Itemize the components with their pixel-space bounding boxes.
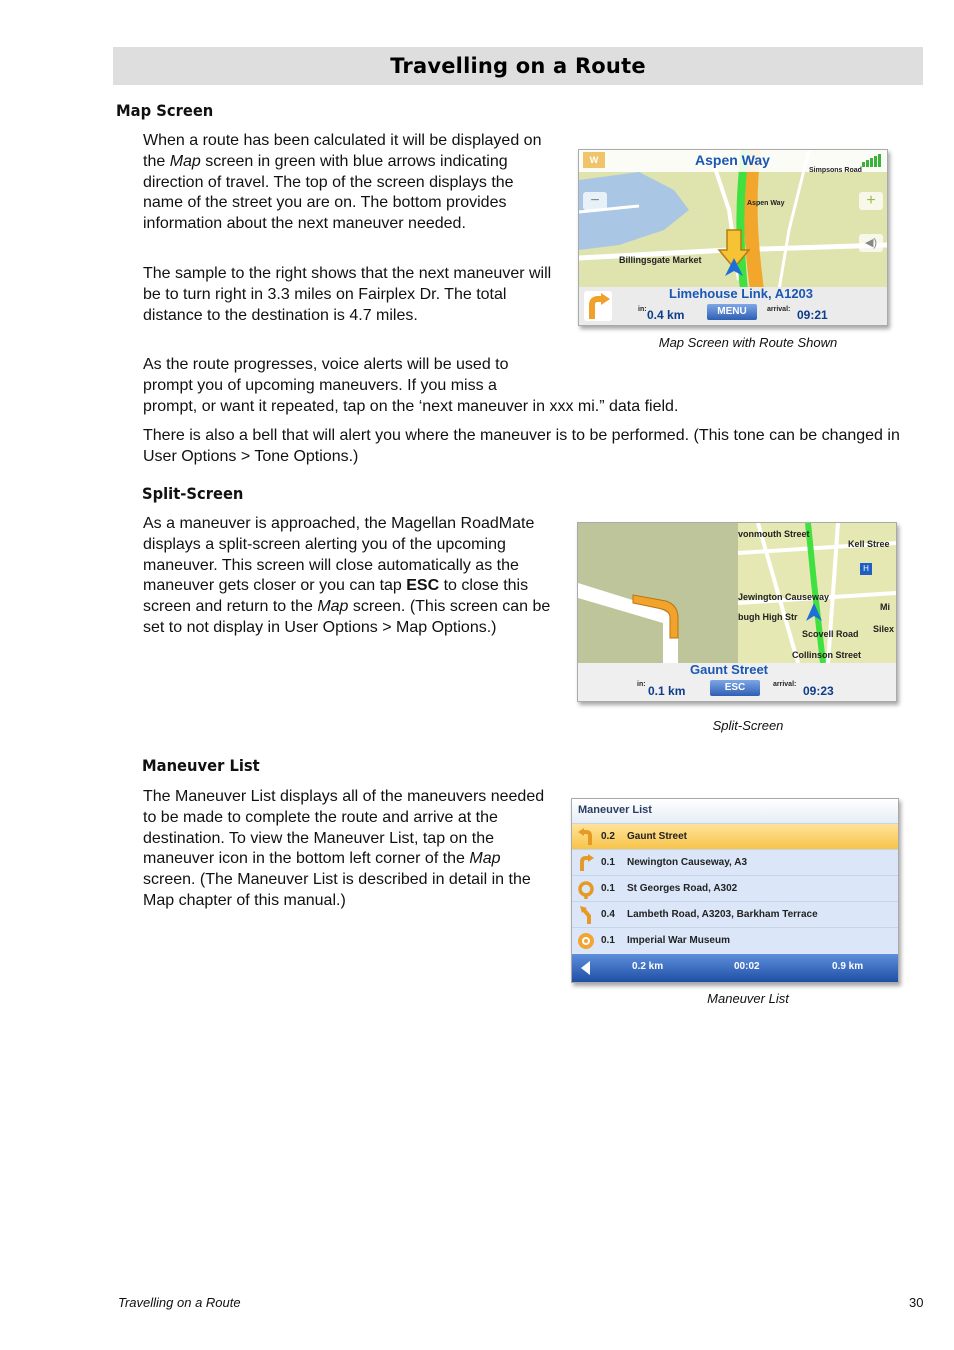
maneuver-list-image <box>571 798 899 983</box>
menu-button[interactable]: MENU <box>707 304 757 320</box>
list-header <box>572 799 898 823</box>
list-item[interactable] <box>572 927 898 953</box>
text-run: When a route has been calculated it will be displayed on the <box>143 132 542 170</box>
next-street: Gaunt Street <box>690 662 769 677</box>
text-run: screen in green with blue arrows indicating direction of travel. The top of the screen displays the name of the street you are on. The bottom provides information about the next maneuver needed. <box>143 152 514 233</box>
map-label-newington: Jewington Causeway <box>738 592 830 602</box>
bear-left-icon <box>575 904 597 926</box>
emphasis-map: Map <box>469 850 501 868</box>
distance-to-maneuver[interactable]: 0.1 km <box>648 684 686 698</box>
back-arrow-icon[interactable] <box>578 960 594 976</box>
footer-section-title: Travelling on a Route <box>118 1295 241 1310</box>
arrival-time: 09:23 <box>803 684 834 698</box>
section-heading-split-screen: Split-Screen <box>142 484 244 503</box>
map-screen-paragraph-3 <box>143 355 903 417</box>
section-heading-map-screen: Map Screen <box>116 101 214 120</box>
map-label-borough: bugh High Str <box>738 612 798 622</box>
emphasis-map: Map <box>169 152 201 170</box>
turn-left-icon <box>575 826 597 848</box>
list-item-name: Newington Causeway, A3 <box>627 857 748 868</box>
list-item[interactable] <box>572 875 898 901</box>
text-run: to close this screen and return to the <box>143 577 529 616</box>
caption-map-screen: Map Screen with Route Shown <box>658 335 838 350</box>
caption-split-screen: Split-Screen <box>712 718 784 733</box>
volume-icon[interactable]: ◀) <box>859 234 883 252</box>
list-footer <box>572 954 898 982</box>
map-label-simpsons-road: Simpsons Road <box>809 167 862 174</box>
list-item[interactable] <box>572 901 898 927</box>
section-heading-maneuver-list: Maneuver List <box>142 756 260 775</box>
list-item[interactable] <box>572 823 898 849</box>
signal-strength-icon <box>861 153 881 167</box>
list-item-distance: 0.4 <box>601 909 615 920</box>
in-label: in: <box>638 306 647 313</box>
list-item-distance: 0.1 <box>601 935 615 946</box>
arrival-label: arrival: <box>773 681 797 688</box>
in-label: in: <box>637 681 646 688</box>
text-run: The Maneuver List displays all of the maneuvers needed to be made to complete the route and arrive at the destination. To view the Maneuver List, tap on the maneuver icon in the bottom left corner of the <box>143 788 545 868</box>
zoom-in-button[interactable]: + <box>859 192 883 210</box>
zoom-out-button[interactable]: − <box>583 192 607 210</box>
map-screen-paragraph-4: There is also a bell that will alert you where the maneuver is to be performed. (This tone can be changed in User Options > Tone Options.) <box>143 427 900 465</box>
destination-icon <box>575 930 597 952</box>
text-run: As a maneuver is approached, the Magellan RoadMate displays a split-screen alerting you of the upcoming maneuver. This screen will close automatically as the maneuver gets closer or you can tap <box>143 515 535 595</box>
list-title: Maneuver List <box>578 804 652 816</box>
map-label-aspen-way: Aspen Way <box>747 200 785 207</box>
text-line: As the route progresses, voice alerts will be used to <box>143 356 509 373</box>
caption-maneuver-list: Maneuver List <box>707 991 789 1006</box>
text-line: prompt you of upcoming maneuvers. If you miss a <box>143 376 497 394</box>
page-title-banner <box>113 47 923 85</box>
map-screen-image <box>578 149 888 326</box>
maneuver-list-paragraph <box>143 787 553 912</box>
list-item-name: Imperial War Museum <box>627 935 730 946</box>
list-item-distance: 0.2 <box>601 831 615 842</box>
split-screen-paragraph <box>143 514 551 639</box>
list-item-distance: 0.1 <box>601 857 615 868</box>
footer-distance: 0.2 km <box>632 961 664 972</box>
map-label-collinson: Collinson Street <box>792 650 862 660</box>
map-label-monmouth: vonmouth Street <box>738 529 810 539</box>
page-title: Travelling on a Route <box>390 54 646 78</box>
roundabout-icon <box>575 878 597 900</box>
footer-total-distance: 0.9 km <box>832 961 864 972</box>
arrival-time: 09:21 <box>797 308 828 322</box>
list-item-name: Gaunt Street <box>627 831 688 842</box>
page-number: 30 <box>909 1295 924 1310</box>
list-item-name: Lambeth Road, A3203, Barkham Terrace <box>627 909 818 920</box>
list-item-distance: 0.1 <box>601 883 615 894</box>
footer-time: 00:02 <box>734 961 760 972</box>
map-label-scovell: Scovell Road <box>802 629 859 639</box>
map-screen-paragraph-1 <box>143 131 553 235</box>
map-label-billingsgate: Billingsgate Market <box>619 255 702 265</box>
esc-button[interactable]: ESC <box>710 680 760 696</box>
map-label-mi: Mi <box>880 602 890 612</box>
map-label-kell: Kell Stree <box>848 539 890 549</box>
compass-icon[interactable]: W <box>583 152 605 168</box>
current-street: Aspen Way <box>695 152 770 168</box>
map-label-silex: Silex <box>873 624 895 634</box>
emphasis-esc: ESC <box>406 577 440 595</box>
list-item-name: St Georges Road, A302 <box>627 883 738 894</box>
turn-right-icon <box>575 852 597 874</box>
text-run: screen. (The Maneuver List is described in detail in the Map chapter of this manual.) <box>143 871 531 909</box>
list-item[interactable] <box>572 849 898 875</box>
distance-to-maneuver[interactable]: 0.4 km <box>647 308 685 322</box>
split-screen-image <box>577 522 897 702</box>
text-run: screen. (This screen can be set to not display in User Options > Map Options.) <box>143 598 551 636</box>
text-line: prompt, or want it repeated, tap on the ‘next maneuver in xxx mi.” data field. <box>143 397 679 415</box>
map-screen-paragraph-2: The sample to the right shows that the next maneuver will be to turn right in 3.3 miles on Fairplex Dr. The total distance to the destination is 4.7 miles. <box>143 265 552 324</box>
emphasis-map: Map <box>317 598 349 616</box>
hotel-icon: H <box>860 563 872 575</box>
arrival-label: arrival: <box>767 306 791 313</box>
turn-right-icon[interactable] <box>584 291 612 321</box>
next-street: Limehouse Link, A1203 <box>669 286 814 301</box>
